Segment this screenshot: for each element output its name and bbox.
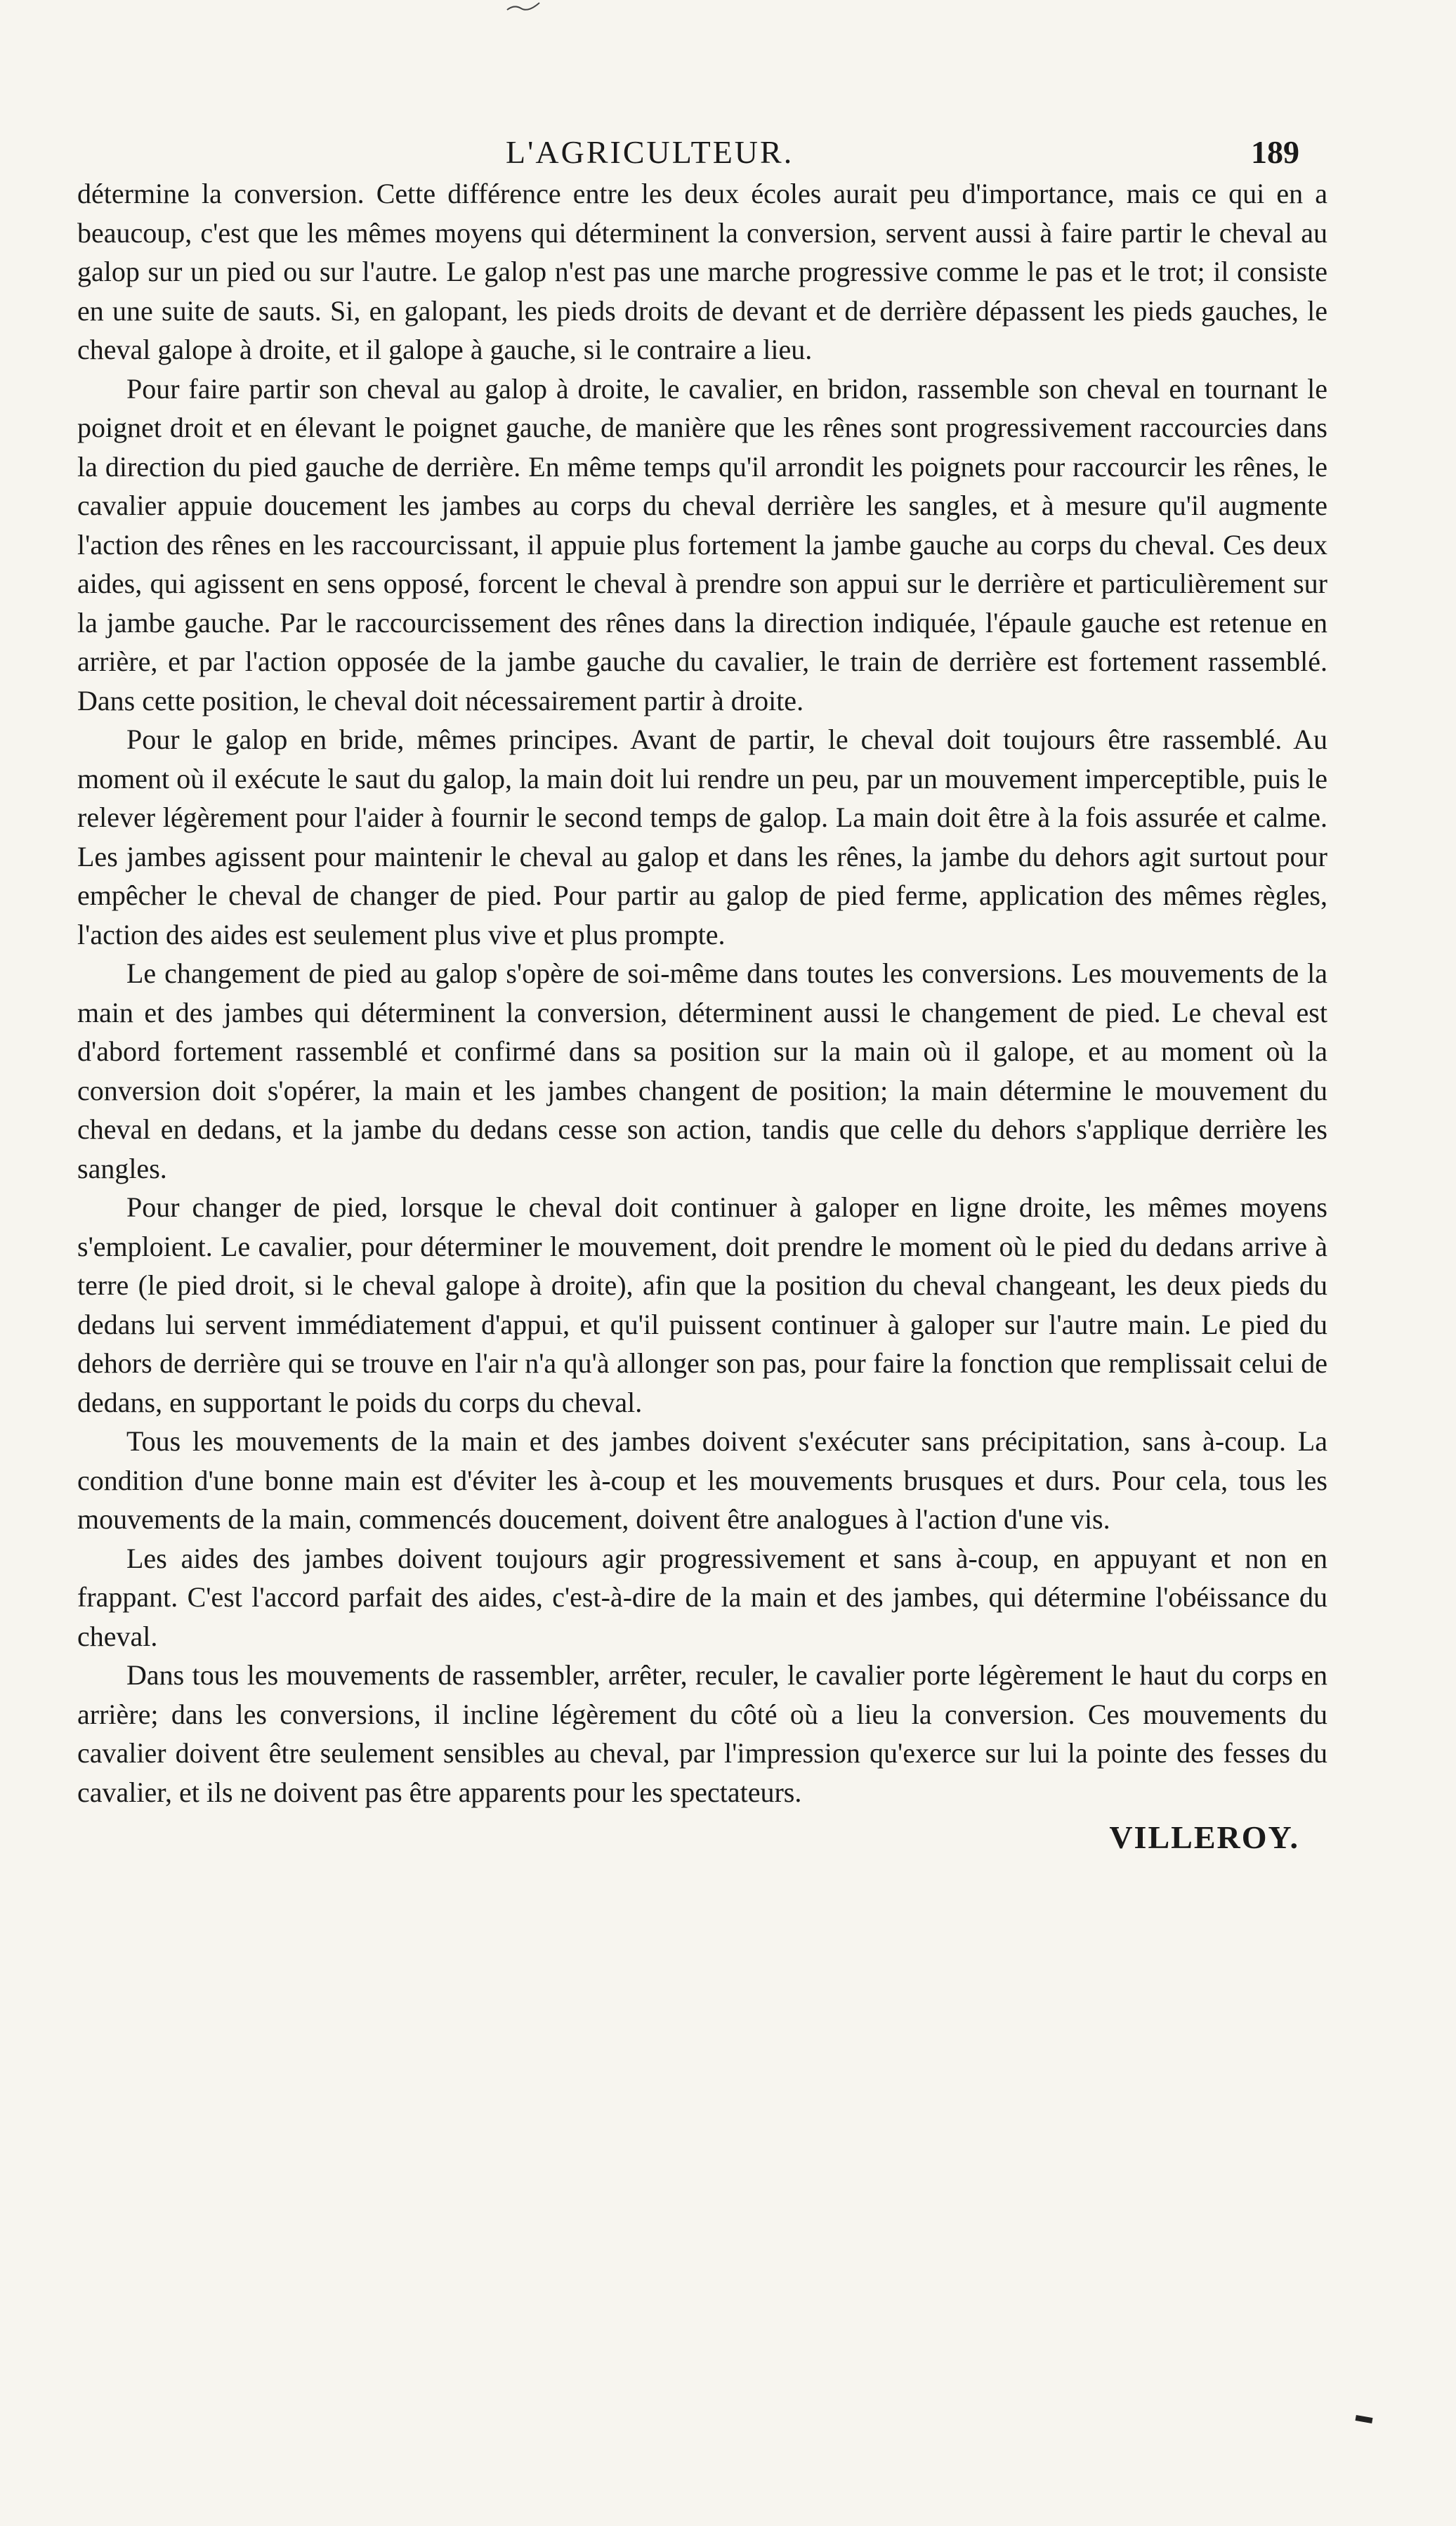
paragraph-7: Les aides des jambes doivent toujours agir progressivement et sans à-coup, en appuyant et non en frappant. C'est l'accord parfait des aides, c'est-à-dire de la main et des jambes, qui détermine l'obéissance du cheval. [77, 1542, 1327, 1652]
author-signature: VILLEROY. [1109, 1819, 1299, 1855]
paragraph-4: Le changement de pied au galop s'opère de soi-même dans toutes les conversions. Les mouvements de la main et des jambes qui déterminent la conversion, déterminent aussi le changement de pied. Le cheval est d'abord fortement rassemblé et confirmé dans sa position sur la main où il galope, et au moment où la conversion doit s'opérer, la main et les jambes changent de position; la main détermine le mouvement du cheval en dedans, et la jambe du dedans cesse son action, tandis que celle du dehors s'applique derrière les sangles. [77, 957, 1327, 1184]
paragraph-3: Pour le galop en bride, mêmes principes. Avant de partir, le cheval doit toujours être rassemblé. Au moment où il exécute le saut du galop, la main doit lui rendre un peu, par un mouvement imperceptible, puis le relever légèrement pour l'aider à fournir le second temps de galop. La main doit être à la fois assurée et calme. Les jambes agissent pour maintenir le cheval au galop et dans les rênes, la jambe du dehors agit surtout pour empêcher le cheval de changer de pied. Pour partir au galop de pied ferme, application des mêmes règles, l'action des aides est seulement plus vive et plus prompte. [77, 724, 1327, 950]
bottom-ink-mark [1355, 2415, 1372, 2423]
page-number: 189 [1251, 134, 1299, 170]
paragraph-2: Pour faire partir son cheval au galop à droite, le cavalier, en bridon, rassemble son cheval en tournant le poignet droit et en élevant le poignet gauche, de manière que les rênes sont progressivement raccourcies dans la direction du pied gauche de derrière. En même temps qu'il arrondit les poignets pour raccourcir les rênes, le cavalier appuie doucement les jambes au corps du cheval derrière les sangles, et à mesure qu'il augmente l'action des rênes en les raccourcissant, il appuie plus fortement la jambe gauche au corps du cheval. Ces deux aides, qui agissent en sens opposé, forcent le cheval à prendre son appui sur le derrière et particulièrement sur la jambe gauche. Par le raccourcissement des rênes dans la direction indiquée, l'épaule gauche est retenue en arrière, et par l'action opposée de la jambe gauche du cavalier, le train de derrière est fortement rassemblé. Dans cette position, le cheval doit nécessairement partir à droite. [77, 372, 1327, 716]
paragraph-6: Tous les mouvements de la main et des jambes doivent s'exécuter sans précipitation, sans à-coup. La condition d'une bonne main est d'éviter les à-coup et les mouvements brusques et durs. Pour cela, tous les mouvements de la main, commencés doucement, doivent être analogues à l'action d'une vis. [77, 1425, 1327, 1535]
running-head [77, 105, 1327, 169]
paragraph-1: détermine la conversion. Cette différence entre les deux écoles aurait peu d'importance, mais ce qui en a beaucoup, c'est que les mêmes moyens qui déterminent la conversion, servent aussi à faire partir le cheval au galop sur un pied ou sur l'autre. Le galop n'est pas une marche progressive comme le pas et le trot; il consiste en une suite de sauts. Si, en galopant, les pieds droits de devant et de derrière dépassent les pieds gauches, le cheval galope à droite, et il galope à gauche, si le contraire a lieu. [77, 178, 1327, 365]
book-page [77, 105, 1327, 2480]
top-ink-mark [506, 0, 541, 14]
paragraph-5: Pour changer de pied, lorsque le cheval doit continuer à galoper en ligne droite, les mêmes moyens s'emploient. Le cavalier, pour déterminer le mouvement, doit prendre le moment où le pied du dedans arrive à terre (le pied droit, si le cheval galope à droite), afin que la position du cheval changeant, les deux pieds du dedans lui servent immédiatement d'appui, et qu'il puissent continuer à galoper sur l'autre main. Le pied du dehors de derrière qui se trouve en l'air n'a qu'à allonger son pas, pour faire la fonction que remplissait celui de dedans, en supportant le poids du corps du cheval. [77, 1191, 1327, 1418]
paragraph-8: Dans tous les mouvements de rassembler, arrêter, reculer, le cavalier porte légèrement le haut du corps en arrière; dans les conversions, il incline légèrement du côté où a lieu la conversion. Ces mouvements du cavalier doivent être seulement sensibles au cheval, par l'impression qu'exerce sur lui la pointe des fesses du cavalier, et ils ne doivent pas être apparents pour les spectateurs. [77, 1659, 1327, 1808]
running-title: L'AGRICULTEUR. [506, 134, 794, 170]
article-body [77, 174, 1327, 1812]
